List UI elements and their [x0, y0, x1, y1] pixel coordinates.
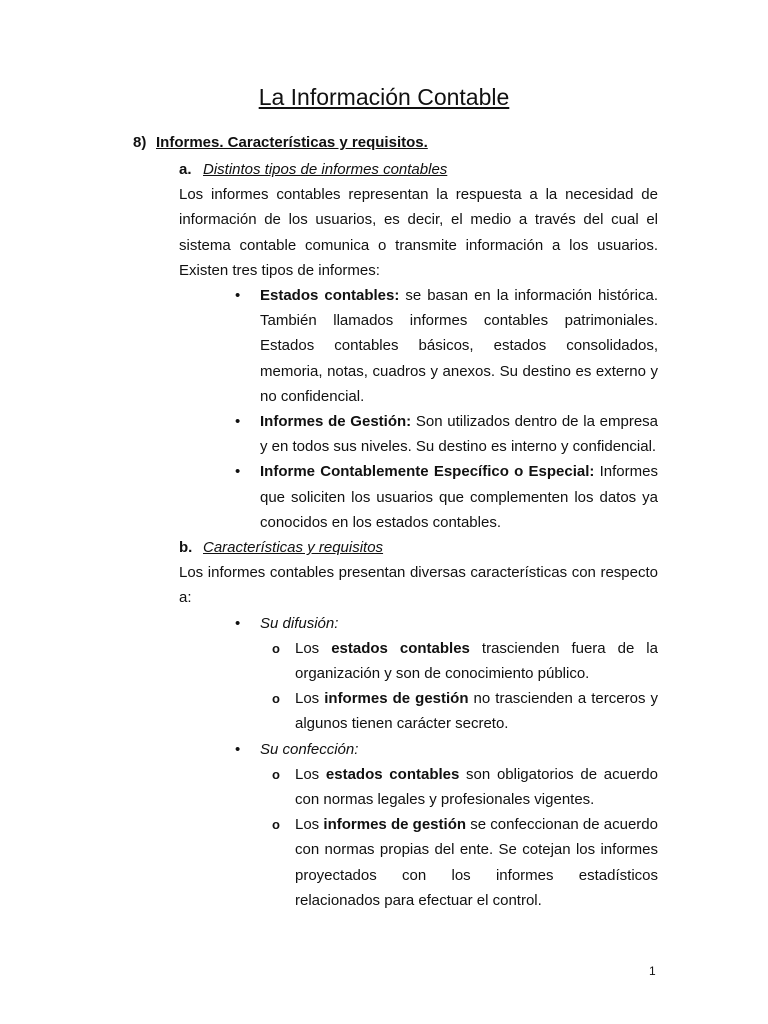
page-title: La Información Contable	[258, 84, 510, 110]
paragraph-b: Los informes contables presentan diversas características con respecto a:	[179, 564, 658, 607]
list-item-confeccion	[179, 737, 658, 762]
item-post: se confeccionan de acuerdo con normas propias del ente. Se cotejan los informes proyectados con los informes estadísticos relacionados para efectuar el control.	[295, 816, 658, 909]
sub-list-item	[179, 812, 658, 913]
list-item-type-2	[179, 409, 658, 459]
subsection-a-title: Distintos tipos de informes contables	[203, 161, 448, 178]
bullet: •	[235, 287, 241, 305]
bullet: •	[235, 740, 241, 758]
section-number: 8)	[133, 134, 147, 151]
subsection-a-letter: a.	[179, 161, 192, 178]
type-term: Informe Contablemente Específico o Especial:	[260, 463, 595, 481]
subsection-b-title: Características y requisitos	[203, 539, 384, 557]
subsection-b-letter: b.	[179, 539, 193, 557]
sub-list-item	[179, 686, 658, 736]
item-post: trascienden fuera de la organización y son de conocimiento público.	[295, 639, 658, 683]
item-term: informes de gestión	[323, 816, 467, 834]
sub-list-item	[179, 762, 658, 812]
type-text: Informes que soliciten los usuarios que complementen los datos ya conocidos en los estados contables.	[260, 463, 658, 531]
item-pre: Los	[295, 765, 326, 783]
item-post: son obligatorios de acuerdo con normas legales y profesionales vigentes.	[295, 765, 658, 809]
bullet: •	[235, 614, 241, 632]
section-title: Informes. Características y requisitos.	[156, 134, 428, 151]
sub-bullet: o	[272, 817, 280, 833]
paragraph-a: Los informes contables representan la respuesta a la necesidad de información de los usuarios, es decir, el medio a través del cual el sistema contable comunica o transmite información a los usuarios. Existen tres tipos de informes:	[179, 186, 658, 279]
group-label: Su difusión:	[260, 614, 339, 632]
subsection-b-heading	[179, 535, 658, 560]
list-item-type-1	[179, 283, 658, 409]
section-content	[179, 157, 658, 913]
bullet: •	[235, 463, 241, 481]
item-term: estados contables	[331, 639, 470, 657]
item-term: informes de gestión	[324, 690, 469, 708]
type-text: se basan en la información histórica. También llamados informes contables patrimoniales. Estados contables básicos, estados consolidados, memoria, notas, cuadros y anexos. Su destino es externo y no confidencial.	[260, 287, 658, 405]
list-item-difusion	[179, 611, 658, 636]
item-pre: Los	[295, 639, 332, 657]
type-term: Informes de Gestión:	[260, 413, 412, 431]
type-text: Son utilizados dentro de la empresa y en todos sus niveles. Su destino es interno y confidencial.	[260, 413, 658, 456]
item-term: estados contables	[325, 765, 460, 783]
item-post: no trascienden a terceros y algunos tienen carácter secreto.	[295, 690, 658, 733]
sub-bullet: o	[272, 766, 280, 782]
item-pre: Los	[295, 690, 325, 708]
item-pre: Los	[295, 816, 324, 834]
page-number: 1	[649, 964, 656, 978]
bullet: •	[235, 413, 241, 431]
subsection-a-heading	[179, 157, 658, 182]
group-label: Su confección:	[260, 740, 359, 758]
sub-bullet: o	[272, 640, 280, 656]
sub-list-item	[179, 636, 658, 686]
type-term: Estados contables:	[260, 287, 400, 305]
list-item-type-3	[179, 459, 658, 535]
sub-bullet: o	[272, 691, 280, 707]
section-heading	[133, 134, 428, 151]
